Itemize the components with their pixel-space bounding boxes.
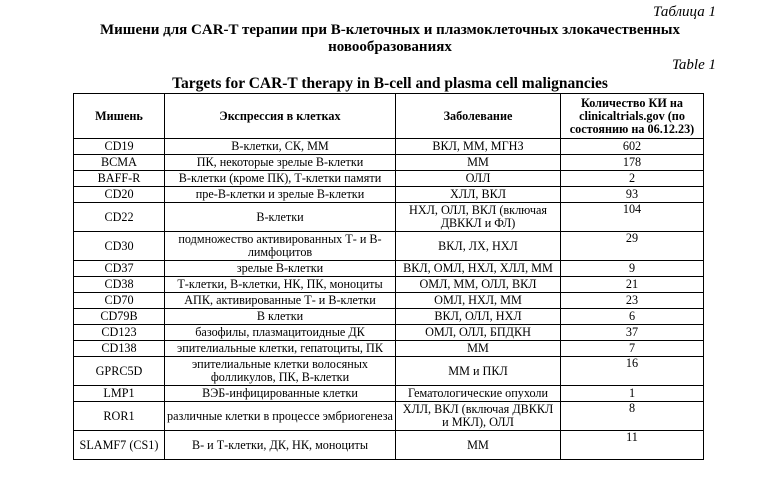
table-row <box>74 203 704 232</box>
cell-target: CD138 <box>74 341 165 357</box>
cell-expression: В- и Т-клетки, ДК, НК, моноциты <box>165 431 396 460</box>
header-disease: Заболевание <box>396 94 561 139</box>
cell-target: CD79B <box>74 309 165 325</box>
cell-count: 1 <box>561 386 704 402</box>
cell-target: LMP1 <box>74 386 165 402</box>
cell-disease: ВКЛ, ММ, МГНЗ <box>396 139 561 155</box>
cell-disease: ММ <box>396 431 561 460</box>
cell-expression: эпителиальные клетки волосяных фолликулов, ПК, В-клетки <box>165 357 396 386</box>
cell-disease: ОМЛ, ОЛЛ, БПДКН <box>396 325 561 341</box>
cell-count: 104 <box>561 203 704 232</box>
table-row <box>74 293 704 309</box>
cell-disease: ВКЛ, ОЛЛ, НХЛ <box>396 309 561 325</box>
cell-count: 7 <box>561 341 704 357</box>
cell-disease: ММ и ПКЛ <box>396 357 561 386</box>
cell-target: ROR1 <box>74 402 165 431</box>
cell-count: 21 <box>561 277 704 293</box>
cell-target: BCMA <box>74 155 165 171</box>
cell-disease: ОЛЛ <box>396 171 561 187</box>
table-row <box>74 187 704 203</box>
cell-disease: ВКЛ, ЛХ, НХЛ <box>396 232 561 261</box>
cell-target: CD30 <box>74 232 165 261</box>
cell-disease: Гематологические опухоли <box>396 386 561 402</box>
cell-target: CD70 <box>74 293 165 309</box>
cell-expression: В-клетки (кроме ПК), Т-клетки памяти <box>165 171 396 187</box>
cell-disease: НХЛ, ОЛЛ, ВКЛ (включая ДВККЛ и ФЛ) <box>396 203 561 232</box>
cell-count: 16 <box>561 357 704 386</box>
cell-target: CD19 <box>74 139 165 155</box>
cell-count: 23 <box>561 293 704 309</box>
cell-count: 29 <box>561 232 704 261</box>
cell-disease: ОМЛ, НХЛ, ММ <box>396 293 561 309</box>
cell-disease: ВКЛ, ОМЛ, НХЛ, ХЛЛ, ММ <box>396 261 561 277</box>
cell-target: CD22 <box>74 203 165 232</box>
cell-disease: ОМЛ, ММ, ОЛЛ, ВКЛ <box>396 277 561 293</box>
cell-count: 8 <box>561 402 704 431</box>
cell-expression: В-клетки, СК, ММ <box>165 139 396 155</box>
cell-expression: различные клетки в процессе эмбриогенеза <box>165 402 396 431</box>
header-expression: Экспрессия в клетках <box>165 94 396 139</box>
cell-count: 178 <box>561 155 704 171</box>
cell-disease: ХЛЛ, ВКЛ (включая ДВККЛ и МКЛ), ОЛЛ <box>396 402 561 431</box>
header-trial-count: Количество КИ на clinicaltrials.gov (по состоянию на 06.12.23) <box>561 94 704 139</box>
cell-expression: Т-клетки, В-клетки, НК, ПК, моноциты <box>165 277 396 293</box>
table-row <box>74 309 704 325</box>
table-row <box>74 139 704 155</box>
cell-count: 9 <box>561 261 704 277</box>
cell-expression: пре-В-клетки и зрелые В-клетки <box>165 187 396 203</box>
table-header-row <box>74 94 704 139</box>
cell-target: SLAMF7 (CS1) <box>74 431 165 460</box>
cell-disease: ММ <box>396 341 561 357</box>
table-row <box>74 402 704 431</box>
cell-count: 37 <box>561 325 704 341</box>
table-title-en: Targets for CAR-T therapy in B-cell and plasma cell malignancies <box>172 75 608 92</box>
table-row <box>74 232 704 261</box>
targets-table <box>73 93 704 460</box>
table-row <box>74 155 704 171</box>
cell-count: 2 <box>561 171 704 187</box>
cell-expression: АПК, активированные Т- и В-клетки <box>165 293 396 309</box>
header-target: Мишень <box>74 94 165 139</box>
table-row <box>74 386 704 402</box>
cell-target: GPRC5D <box>74 357 165 386</box>
table-row <box>74 341 704 357</box>
table-caption-en: Table 1 <box>671 57 716 73</box>
cell-count: 602 <box>561 139 704 155</box>
cell-count: 93 <box>561 187 704 203</box>
cell-expression: В клетки <box>165 309 396 325</box>
cell-expression: эпителиальные клетки, гепатоциты, ПК <box>165 341 396 357</box>
table-row <box>74 171 704 187</box>
cell-disease: ММ <box>396 155 561 171</box>
cell-target: CD123 <box>74 325 165 341</box>
cell-expression: В-клетки <box>165 203 396 232</box>
table-row <box>74 277 704 293</box>
table-title-ru: Мишени для CAR-T терапии при В-клеточных и плазмоклеточных злокачественных новообразованиях <box>100 22 680 55</box>
table-caption-ru: Таблица 1 <box>653 4 716 20</box>
cell-count: 6 <box>561 309 704 325</box>
cell-expression: ПК, некоторые зрелые В-клетки <box>165 155 396 171</box>
cell-expression: зрелые В-клетки <box>165 261 396 277</box>
cell-target: CD37 <box>74 261 165 277</box>
table-row <box>74 261 704 277</box>
cell-target: CD38 <box>74 277 165 293</box>
cell-expression: ВЭБ-инфицированные клетки <box>165 386 396 402</box>
cell-count: 11 <box>561 431 704 460</box>
table-row <box>74 357 704 386</box>
cell-expression: базофилы, плазмацитоидные ДК <box>165 325 396 341</box>
table-row <box>74 431 704 460</box>
cell-target: CD20 <box>74 187 165 203</box>
cell-expression: подмножество активированных Т- и В-лимфоцитов <box>165 232 396 261</box>
cell-disease: ХЛЛ, ВКЛ <box>396 187 561 203</box>
cell-target: BAFF-R <box>74 171 165 187</box>
table-row <box>74 325 704 341</box>
